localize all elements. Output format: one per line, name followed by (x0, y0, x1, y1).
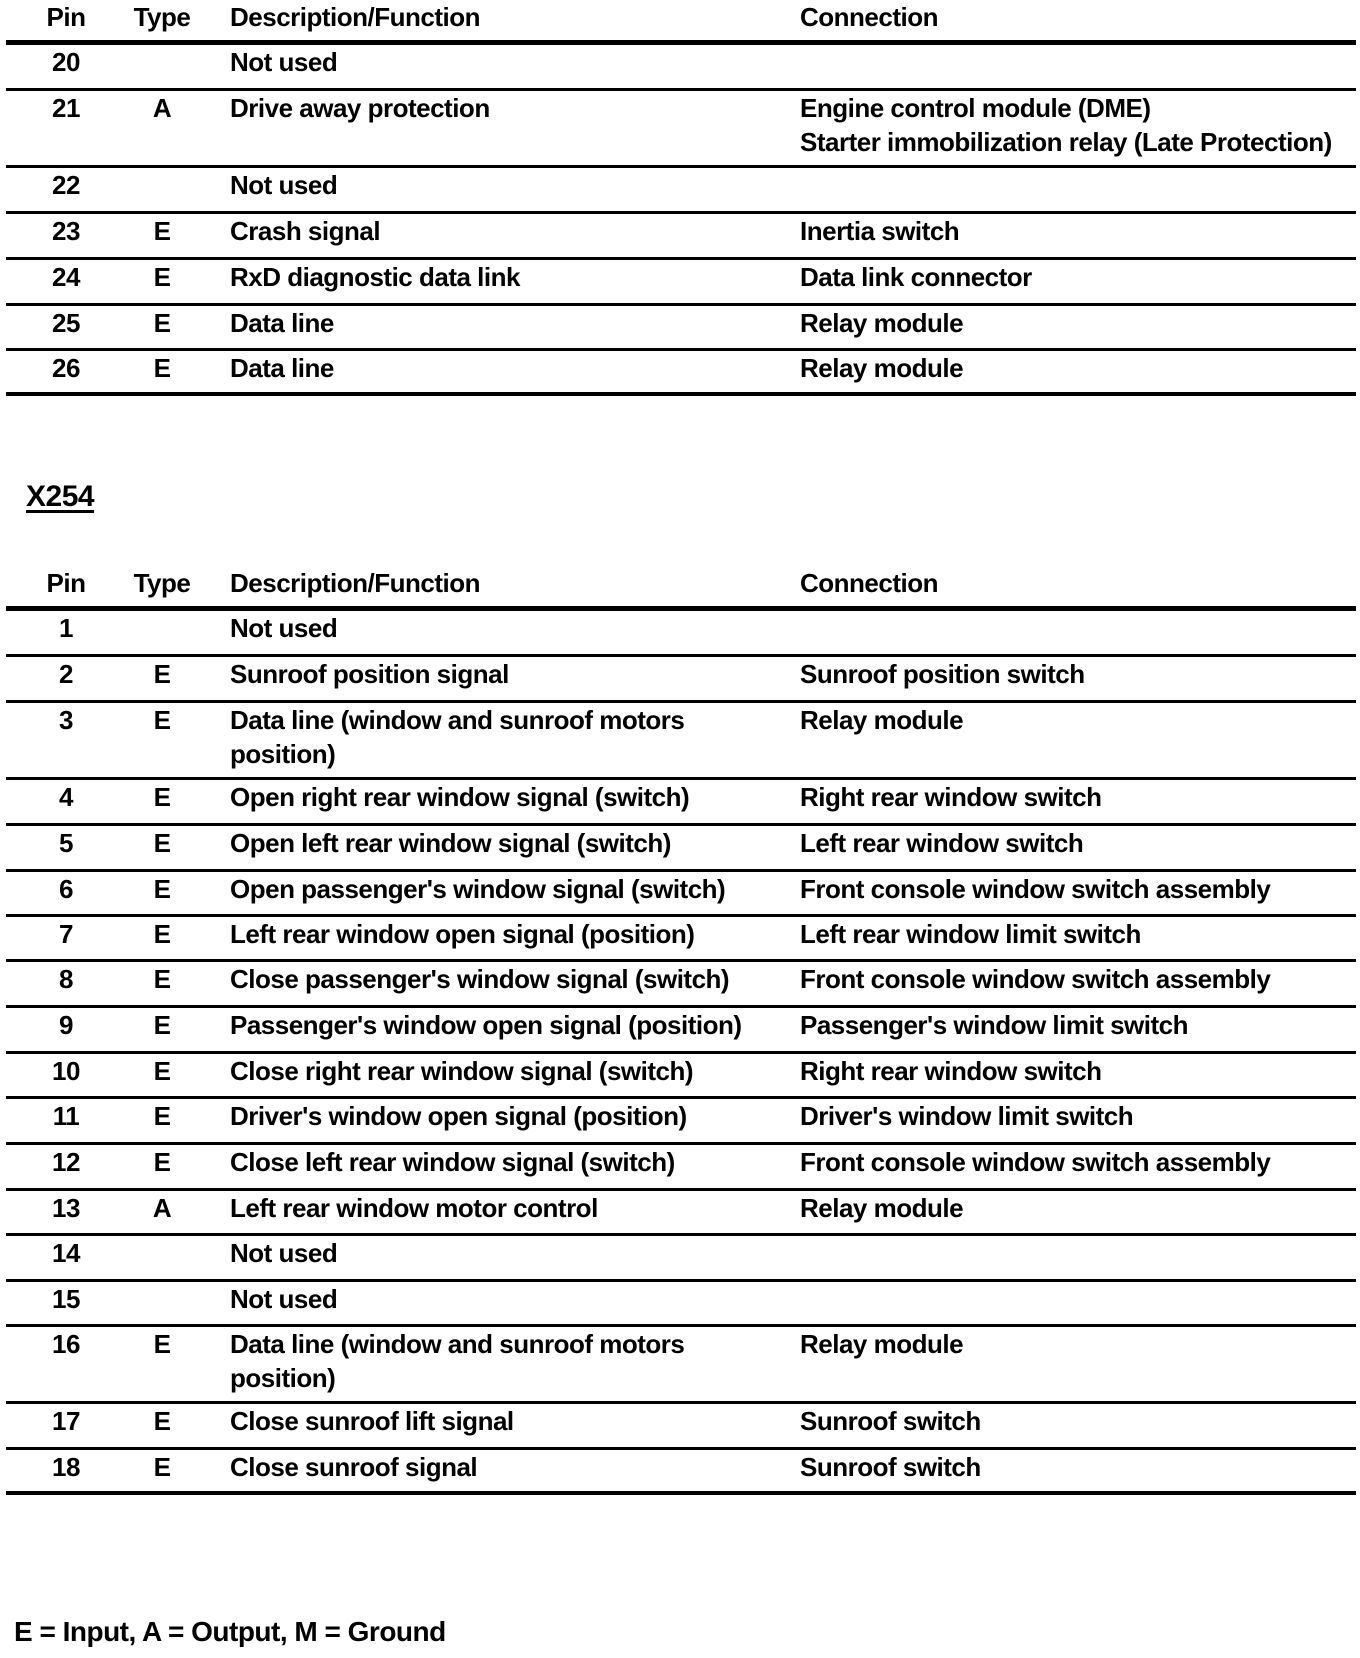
cell-description: Sunroof position signal (230, 659, 509, 689)
table-row (6, 703, 1356, 780)
cell-type: A (152, 93, 172, 123)
cell-description: Not used (230, 1238, 338, 1268)
cell-pin: 16 (52, 1329, 80, 1359)
cell-type: E (153, 1010, 171, 1040)
table-row (6, 917, 1356, 962)
cell-type: E (153, 262, 171, 292)
cell-type: E (153, 705, 171, 735)
cell-pin: 26 (52, 353, 80, 383)
table-row (6, 826, 1356, 872)
table-row (6, 1099, 1356, 1145)
cell-pin: 2 (59, 659, 73, 689)
cell-type: E (153, 828, 171, 858)
cell-pin: 8 (59, 964, 73, 994)
cell-connection: Data link connector (800, 262, 1032, 292)
header-type: Type (133, 2, 191, 32)
cell-description: Data line (window and sunroof motors position) (230, 1329, 685, 1393)
cell-pin: 11 (52, 1101, 80, 1131)
cell-description: Data line (230, 308, 334, 338)
pin-table-x254 (6, 566, 1356, 1495)
pin-table-continued (6, 0, 1356, 396)
cell-type: E (153, 353, 171, 383)
cell-pin: 22 (52, 170, 80, 200)
table-row (6, 1450, 1356, 1495)
table-row (6, 657, 1356, 703)
cell-type: E (153, 874, 171, 904)
header-pin: Pin (46, 2, 86, 32)
table-row (6, 1191, 1356, 1236)
cell-description: Not used (230, 613, 338, 643)
cell-type: E (153, 216, 171, 246)
header-connection: Connection (800, 568, 938, 598)
cell-pin: 25 (52, 308, 80, 338)
cell-type: E (153, 659, 171, 689)
cell-description: Open right rear window signal (switch) (230, 782, 690, 812)
cell-pin: 13 (52, 1193, 80, 1223)
cell-connection: Relay module (800, 705, 964, 735)
table-row (6, 1404, 1356, 1450)
cell-description: Close passenger's window signal (switch) (230, 964, 730, 994)
cell-type: E (153, 1056, 171, 1086)
cell-description: Data line (230, 353, 334, 383)
table-row (6, 1008, 1356, 1054)
cell-description: Close right rear window signal (switch) (230, 1056, 694, 1086)
cell-type: E (153, 308, 171, 338)
cell-type: E (153, 964, 171, 994)
cell-connection: Relay module (800, 353, 964, 383)
legend: E = Input, A = Output, M = Ground (14, 1616, 446, 1647)
cell-connection: Driver's window limit switch (800, 1101, 1134, 1131)
table-row (6, 260, 1356, 306)
header-connection: Connection (800, 2, 938, 32)
cell-type: E (153, 782, 171, 812)
cell-type: E (153, 1147, 171, 1177)
cell-description: Passenger's window open signal (position) (230, 1010, 742, 1040)
cell-pin: 7 (59, 919, 73, 949)
cell-connection: Right rear window switch (800, 1056, 1102, 1086)
table-row (6, 1236, 1356, 1282)
cell-description: Data line (window and sunroof motors position) (230, 705, 685, 769)
section-title: X254 (26, 480, 95, 513)
cell-pin: 9 (59, 1010, 73, 1040)
header-type: Type (133, 568, 191, 598)
table-body (6, 611, 1356, 1495)
header-pin: Pin (46, 568, 86, 598)
table-row (6, 1282, 1356, 1327)
cell-pin: 14 (52, 1238, 80, 1268)
cell-pin: 23 (52, 216, 80, 246)
cell-description: RxD diagnostic data link (230, 262, 520, 292)
cell-connection: Right rear window switch (800, 782, 1102, 812)
cell-connection: Front console window switch assembly (800, 1147, 1271, 1177)
cell-description: Not used (230, 170, 338, 200)
cell-pin: 10 (52, 1056, 80, 1086)
header-description: Description/Function (230, 568, 480, 598)
table-row (6, 45, 1356, 91)
cell-connection: Inertia switch (800, 216, 960, 246)
cell-description: Open passenger's window signal (switch) (230, 874, 726, 904)
header-description: Description/Function (230, 2, 480, 32)
cell-type: E (153, 1101, 171, 1131)
cell-type: E (153, 1406, 171, 1436)
cell-description: Crash signal (230, 216, 381, 246)
cell-description: Left rear window motor control (230, 1193, 598, 1223)
table-header (6, 566, 1356, 611)
table-row (6, 168, 1356, 214)
cell-pin: 18 (52, 1452, 80, 1482)
cell-type: E (153, 1329, 171, 1359)
table-row (6, 306, 1356, 351)
cell-pin: 3 (59, 705, 73, 735)
cell-connection: Sunroof position switch (800, 659, 1085, 689)
cell-pin: 17 (52, 1406, 80, 1436)
table-row (6, 1145, 1356, 1191)
cell-description: Driver's window open signal (position) (230, 1101, 687, 1131)
cell-pin: 5 (59, 828, 73, 858)
table-header (6, 0, 1356, 45)
cell-type: E (153, 919, 171, 949)
cell-description: Left rear window open signal (position) (230, 919, 695, 949)
cell-connection: Passenger's window limit switch (800, 1010, 1189, 1040)
cell-description: Close left rear window signal (switch) (230, 1147, 675, 1177)
cell-connection: Relay module (800, 1193, 964, 1223)
cell-pin: 24 (52, 262, 80, 292)
cell-connection: Relay module (800, 1329, 964, 1359)
table-row (6, 214, 1356, 260)
table-row (6, 1327, 1356, 1404)
table-row (6, 1054, 1356, 1099)
cell-pin: 6 (59, 874, 73, 904)
cell-pin: 4 (59, 782, 73, 812)
table-body (6, 45, 1356, 396)
table-row (6, 780, 1356, 826)
cell-description: Close sunroof lift signal (230, 1406, 514, 1436)
cell-pin: 20 (52, 47, 80, 77)
cell-connection: Front console window switch assembly (800, 964, 1271, 994)
cell-connection: Front console window switch assembly (800, 874, 1271, 904)
cell-connection: Left rear window limit switch (800, 919, 1141, 949)
cell-pin: 1 (59, 613, 73, 643)
cell-connection: Relay module (800, 308, 964, 338)
cell-connection: Sunroof switch (800, 1406, 981, 1436)
cell-description: Open left rear window signal (switch) (230, 828, 671, 858)
table-row (6, 872, 1356, 917)
table-row (6, 91, 1356, 168)
cell-connection: Sunroof switch (800, 1452, 981, 1482)
cell-pin: 12 (52, 1147, 80, 1177)
table-row (6, 962, 1356, 1008)
cell-description: Not used (230, 1284, 338, 1314)
cell-pin: 15 (52, 1284, 80, 1314)
table-row (6, 351, 1356, 396)
cell-connection: Engine control module (DME) Starter immobilization relay (Late Protection) (800, 93, 1332, 157)
cell-description: Not used (230, 47, 338, 77)
cell-connection: Left rear window switch (800, 828, 1084, 858)
cell-pin: 21 (52, 93, 80, 123)
cell-description: Drive away protection (230, 93, 490, 123)
table-row (6, 611, 1356, 657)
cell-type: A (152, 1193, 172, 1223)
cell-description: Close sunroof signal (230, 1452, 478, 1482)
cell-type: E (153, 1452, 171, 1482)
